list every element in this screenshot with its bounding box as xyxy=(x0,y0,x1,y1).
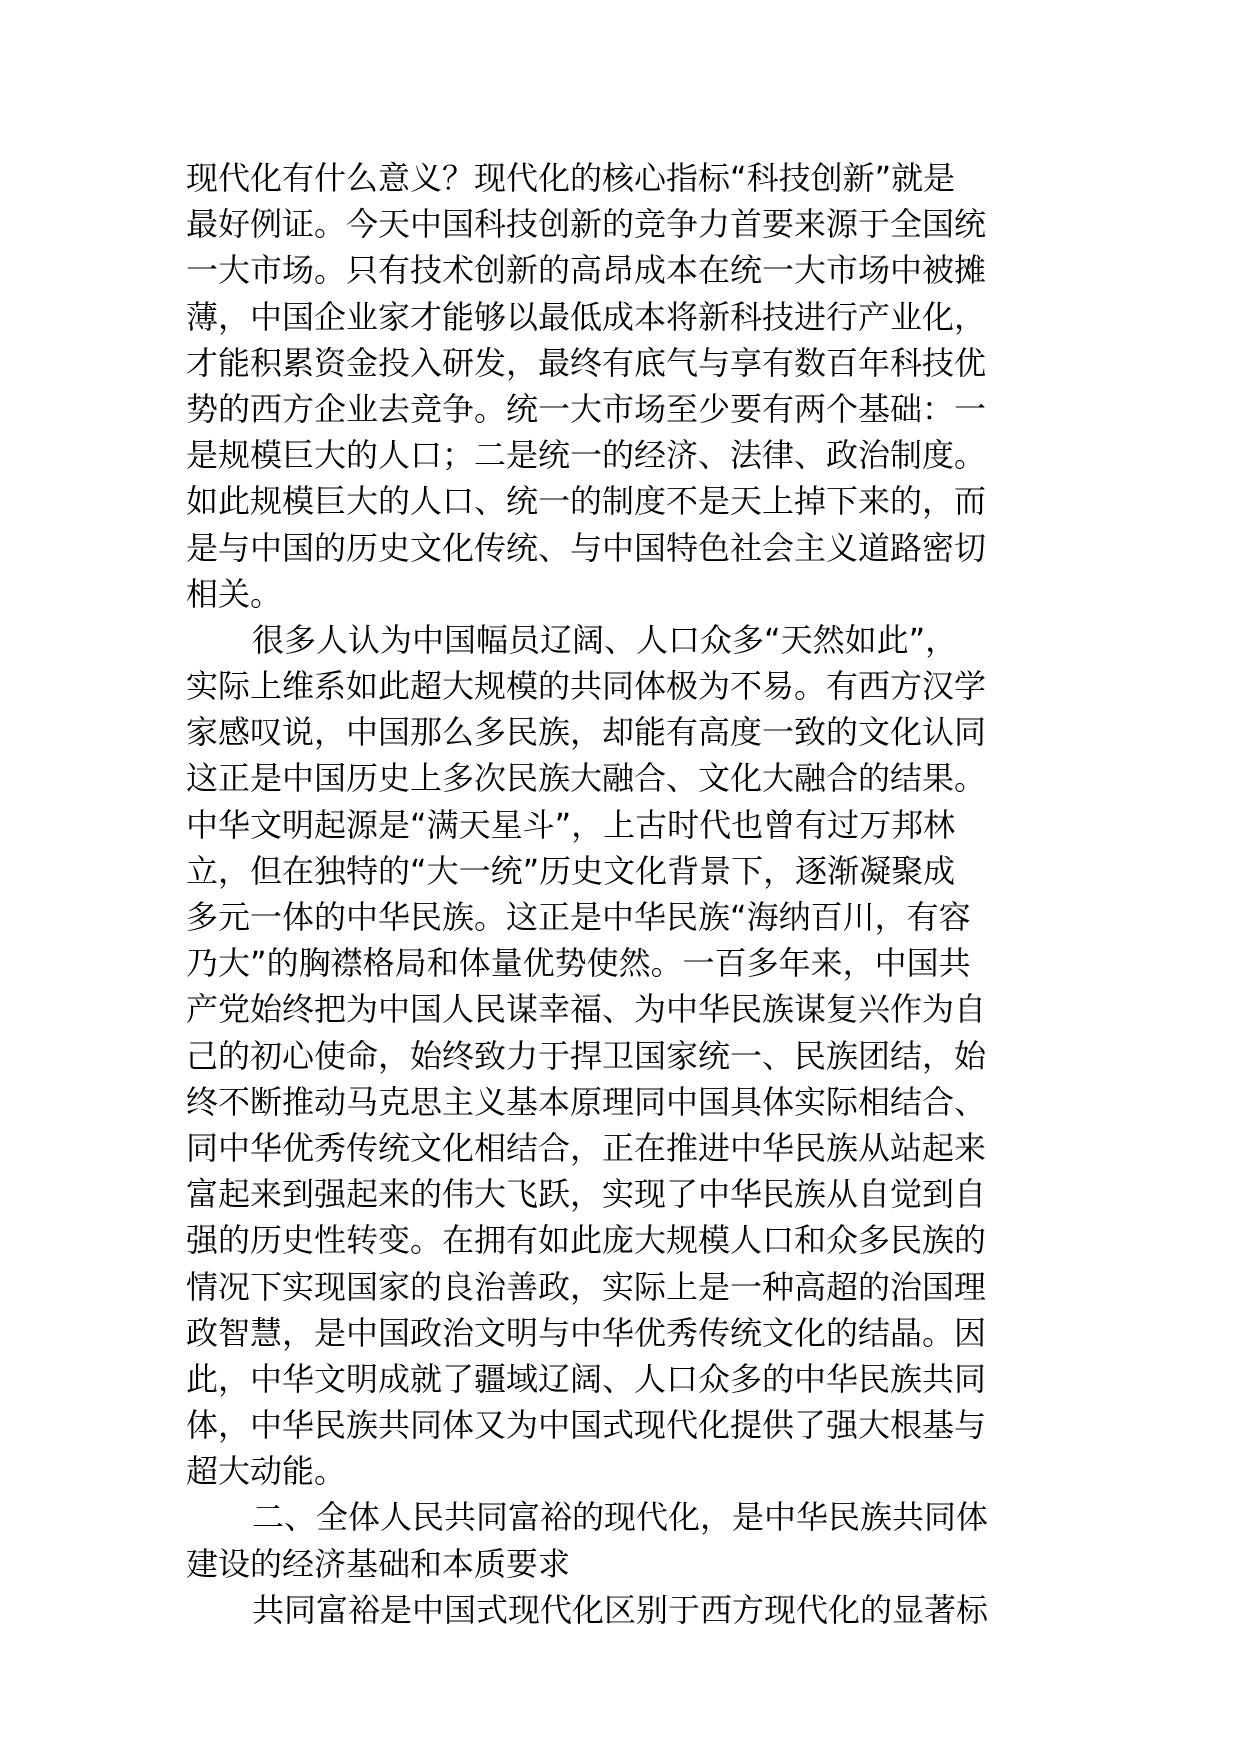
text-line: 实际上维系如此超大规模的共同体极为不易。有西方汉学 xyxy=(186,667,987,706)
text-line: 最好例证。今天中国科技创新的竞争力首要来源于全国统 xyxy=(186,205,987,244)
text-line: 体，中华民族共同体又为中国式现代化提供了强大根基与 xyxy=(186,1406,987,1445)
text-line: 乃大”的胸襟格局和体量优势使然。一百多年来，中国共 xyxy=(186,944,971,983)
text-line: 是与中国的历史文化传统、与中国特色社会主义道路密切 xyxy=(186,528,987,567)
text-line: 很多人认为中国幅员辽阔、人口众多“天然如此”， xyxy=(252,620,958,659)
text-line: 同中华优秀传统文化相结合，正在推进中华民族从站起来 xyxy=(186,1128,987,1167)
text-line: 建设的经济基础和本质要求 xyxy=(186,1544,571,1583)
text-line: 是规模巨大的人口；二是统一的经济、法律、政治制度。 xyxy=(186,436,987,475)
text-line: 情况下实现国家的良治善政，实际上是一种高超的治国理 xyxy=(186,1267,987,1306)
text-line: 富起来到强起来的伟大飞跃，实现了中华民族从自觉到自 xyxy=(186,1175,987,1214)
text-line: 强的历史性转变。在拥有如此庞大规模人口和众多民族的 xyxy=(186,1221,987,1260)
text-line: 一大市场。只有技术创新的高昂成本在统一大市场中被摊 xyxy=(186,251,987,290)
text-line: 现代化有什么意义？现代化的核心指标“科技创新”就是 xyxy=(186,159,956,197)
text-line: 二、全体人民共同富裕的现代化，是中华民族共同体 xyxy=(252,1498,989,1537)
text-line: 势的西方企业去竞争。统一大市场至少要有两个基础：一 xyxy=(186,389,987,428)
text-line: 家感叹说，中国那么多民族，却能有高度一致的文化认同 xyxy=(186,713,987,752)
text-line: 产党始终把为中国人民谋幸福、为中华民族谋复兴作为自 xyxy=(186,990,987,1029)
text-line: 才能积累资金投入研发，最终有底气与享有数百年科技优 xyxy=(186,343,987,382)
text-line: 超大动能。 xyxy=(186,1452,347,1491)
text-line: 多元一体的中华民族。这正是中华民族“海纳百川，有容 xyxy=(186,898,971,936)
text-line: 中华文明起源是“满天星斗”，上古时代也曾有过万邦林 xyxy=(186,805,956,844)
text-line: 此，中华文明成就了疆域辽阔、人口众多的中华民族共同 xyxy=(186,1359,987,1398)
document-body xyxy=(186,155,1066,1633)
text-line: 这正是中国历史上多次民族大融合、文化大融合的结果。 xyxy=(186,759,987,798)
text-line: 相关。 xyxy=(186,574,283,613)
text-line: 立，但在独特的“大一统”历史文化背景下，逐渐凝聚成 xyxy=(186,851,956,890)
text-line: 政智慧，是中国政治文明与中华优秀传统文化的结晶。因 xyxy=(186,1313,987,1352)
text-line: 己的初心使命，始终致力于捍卫国家统一、民族团结，始 xyxy=(186,1036,987,1075)
text-line: 终不断推动马克思主义基本原理同中国具体实际相结合、 xyxy=(186,1082,987,1121)
text-line: 薄，中国企业家才能够以最低成本将新科技进行产业化， xyxy=(186,297,987,336)
text-line: 共同富裕是中国式现代化区别于西方现代化的显著标 xyxy=(252,1590,989,1629)
text-line: 如此规模巨大的人口、统一的制度不是天上掉下来的，而 xyxy=(186,482,987,521)
